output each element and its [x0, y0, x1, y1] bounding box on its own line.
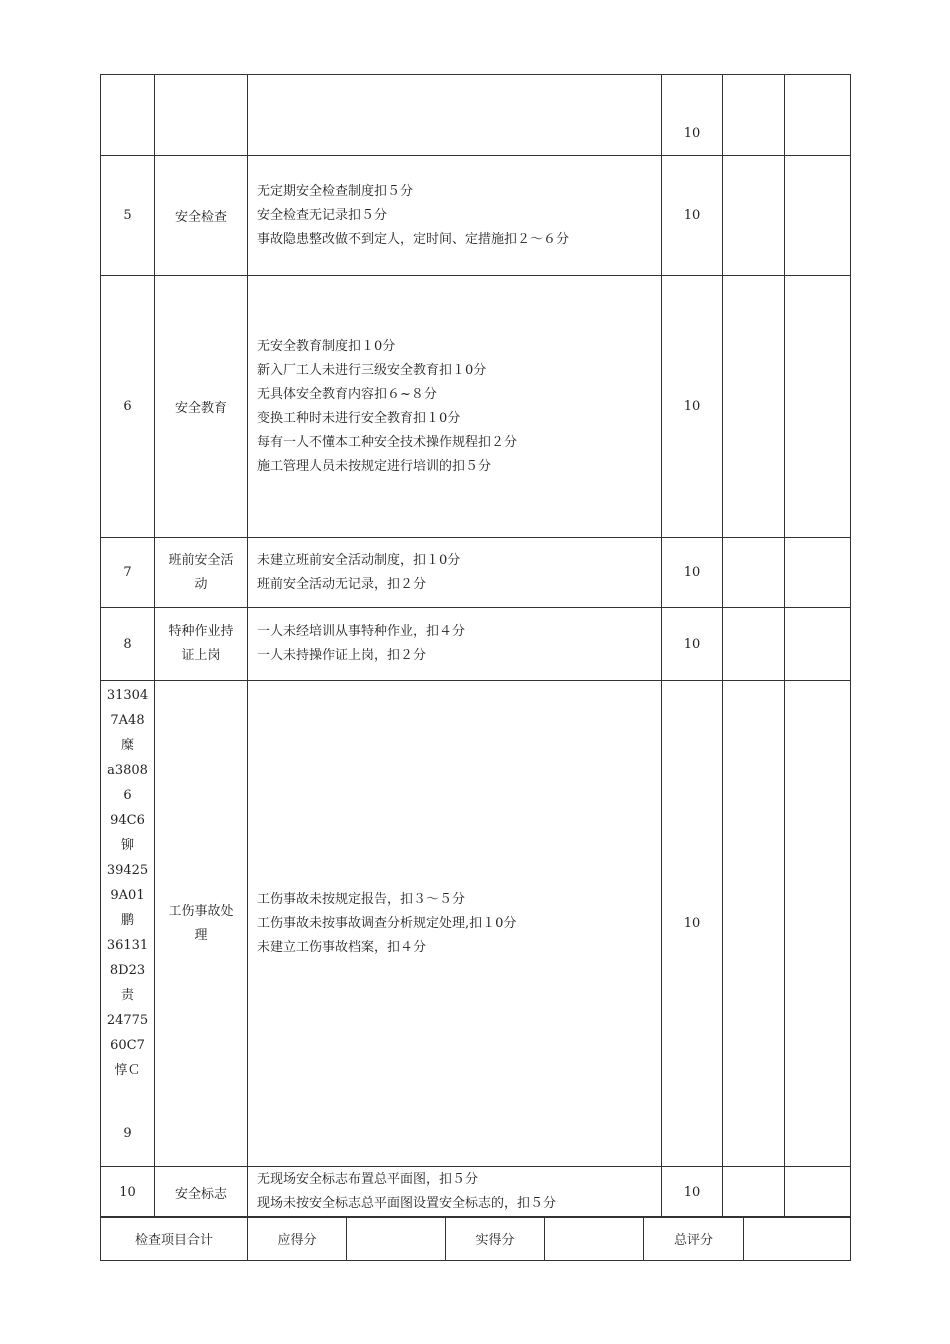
row-item: 工伤事故处理	[155, 681, 248, 1167]
row-number: 5	[101, 156, 155, 276]
row-criteria	[248, 608, 662, 681]
row-item: 安全教育	[155, 276, 248, 538]
row-criteria	[248, 276, 662, 538]
row-deduction	[723, 681, 785, 1167]
criteria-line: 工伤事故未按规定报告，扣３～５分	[257, 891, 466, 907]
row-actual	[785, 538, 851, 608]
inspection-table	[100, 74, 851, 1218]
row-criteria	[248, 75, 662, 156]
row-actual	[785, 1167, 851, 1218]
criteria-line: 每有一人不懂本工种安全技术操作规程扣２分	[257, 434, 518, 450]
criteria-line: 变换工种时未进行安全教育扣１0分	[257, 410, 461, 426]
summary-row	[101, 1217, 851, 1261]
criteria-line: 新入厂工人未进行三级安全教育扣１0分	[257, 362, 487, 378]
row-actual	[785, 681, 851, 1167]
row-criteria	[248, 1167, 662, 1218]
row-criteria	[248, 681, 662, 1167]
total-label: 检查项目合计	[101, 1217, 248, 1261]
row-deduction	[723, 608, 785, 681]
criteria-line: 工伤事故未按事故调查分析规定处理,扣１0分	[257, 915, 517, 931]
row-deduction	[723, 156, 785, 276]
summary-table	[100, 1216, 851, 1261]
criteria-line: 无具体安全教育内容扣６~８分	[257, 386, 437, 402]
row-actual	[785, 156, 851, 276]
row-deduction	[723, 276, 785, 538]
criteria-line: 施工管理人员未按规定进行培训的扣５分	[257, 458, 492, 474]
row-item: 特种作业持证上岗	[155, 608, 248, 681]
row-number: 8	[101, 608, 155, 681]
row-deduction	[723, 75, 785, 156]
row-item: 安全标志	[155, 1167, 248, 1218]
row-score: 10	[662, 681, 723, 1167]
criteria-line: 事故隐患整改做不到定人，定时间、定措施扣２～６分	[257, 231, 570, 247]
table-row	[101, 608, 851, 681]
row-number: 31304 7A48 糜 a3808 6 94C6 铆 39425 9A01 鹏 36131 8D23 责 24775 60C7 惇Ｃ 9	[101, 681, 155, 1167]
row-score: 10	[662, 1167, 723, 1218]
row-item	[155, 75, 248, 156]
row-criteria	[248, 538, 662, 608]
table-row	[101, 156, 851, 276]
due-score-label: 应得分	[248, 1217, 347, 1261]
criteria-line: 无现场安全标志布置总平面图，扣５分	[257, 1172, 479, 1187]
table-row	[101, 681, 851, 1167]
row-score: 10	[662, 75, 723, 156]
table-row	[101, 538, 851, 608]
row-deduction	[723, 1167, 785, 1218]
row-actual	[785, 276, 851, 538]
criteria-line: 无定期安全检查制度扣５分	[257, 183, 414, 199]
table-row	[101, 75, 851, 156]
row-criteria	[248, 156, 662, 276]
row-item: 安全检查	[155, 156, 248, 276]
row-number: 7	[101, 538, 155, 608]
criteria-line: 现场未按安全标志总平面图设置安全标志的，扣５分	[257, 1196, 557, 1211]
criteria-line: 一人未持操作证上岗，扣２分	[257, 648, 427, 663]
row-number	[101, 75, 155, 156]
table-row	[101, 1167, 851, 1218]
overall-score-label: 总评分	[644, 1217, 744, 1261]
row-actual	[785, 608, 851, 681]
overall-score-value	[744, 1217, 851, 1261]
row-number: 6	[101, 276, 155, 538]
row-score: 10	[662, 538, 723, 608]
criteria-line: 安全检查无记录扣５分	[257, 207, 388, 223]
actual-score-label: 实得分	[446, 1217, 545, 1261]
row-score: 10	[662, 156, 723, 276]
criteria-line: 无安全教育制度扣１0分	[257, 338, 396, 354]
row-score: 10	[662, 276, 723, 538]
row-actual	[785, 75, 851, 156]
row-deduction	[723, 538, 785, 608]
criteria-line: 班前安全活动无记录，扣２分	[257, 576, 427, 592]
actual-score-value	[545, 1217, 644, 1261]
row-score: 10	[662, 608, 723, 681]
due-score-value	[347, 1217, 446, 1261]
criteria-line: 未建立班前安全活动制度，扣１0分	[257, 552, 461, 568]
criteria-line: 未建立工伤事故档案，扣４分	[257, 939, 427, 955]
row-number: 10	[101, 1167, 155, 1218]
row-item: 班前安全活动	[155, 538, 248, 608]
criteria-line: 一人未经培训从事特种作业，扣４分	[257, 624, 466, 639]
table-row	[101, 276, 851, 538]
